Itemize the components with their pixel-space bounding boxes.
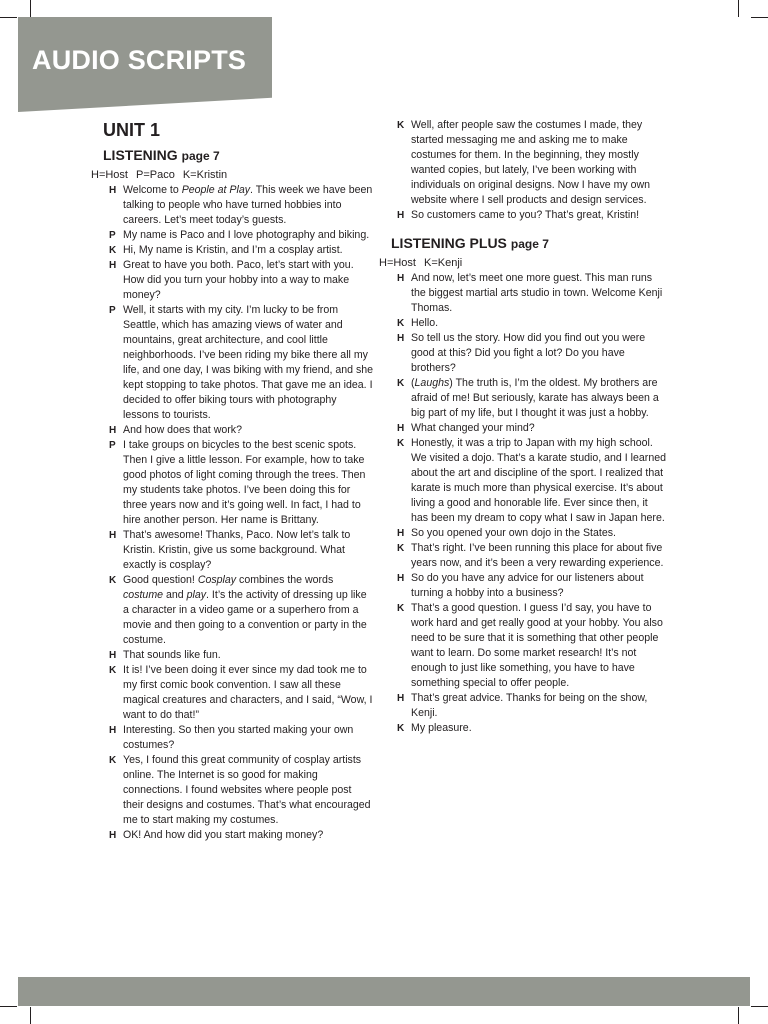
- crop-mark: [751, 17, 768, 18]
- line-text: [123, 753, 375, 828]
- text-segment: That’s a good question. I guess I’d say, you have to work hard and get really good at your hobby. You also need to be sure that it is something that other people want to learn. Do some market research! It’s not enough to just like something, you have to have something special to offer people.: [411, 602, 663, 689]
- text-segment: Great to have you both. Paco, let’s start with you. How did you turn your hobby into a way to make money?: [123, 259, 354, 301]
- section-gap: [391, 223, 666, 231]
- crop-mark: [738, 0, 739, 17]
- script-line: [103, 183, 375, 228]
- script-line: [103, 753, 375, 828]
- text-segment: So you opened your own dojo in the States.: [411, 527, 616, 539]
- speaker-label: H: [109, 530, 117, 541]
- text-segment: My name is Paco and I love photography and biking.: [123, 229, 370, 241]
- text-segment: . This week we have been talking to people who have turned hobbies into careers. Let’s meet today’s guests.: [123, 184, 373, 226]
- crop-mark: [0, 1006, 17, 1007]
- speaker-label: K: [109, 245, 117, 256]
- script-line: [391, 691, 666, 721]
- speaker-label: H: [397, 423, 405, 434]
- line-text: [123, 423, 375, 438]
- script-line: [103, 303, 375, 423]
- speaker-label: H: [397, 210, 405, 221]
- speaker-label: K: [397, 120, 405, 131]
- text-segment: Well, it starts with my city. I’m lucky to be from Seattle, which has amazing views of water and mountains, great architecture, and cool little neighborhoods. I’ve been riding my bike there all my life, and one day, I was biking with my friend, and she kept stopping to take photos. That gave me an idea. I decided to offer biking tours with photography lessons to tourists.: [123, 304, 374, 421]
- speaker-label: H: [109, 185, 117, 196]
- text-segment: What changed your mind?: [411, 422, 535, 434]
- script-line: [391, 331, 666, 376]
- line-text: [411, 691, 666, 721]
- script-line: [103, 828, 375, 843]
- line-text: [123, 528, 375, 573]
- section-heading: [391, 231, 666, 256]
- speaker-label: K: [397, 438, 405, 449]
- text-segment: (: [411, 377, 415, 389]
- text-segment: Honestly, it was a trip to Japan with my high school. We visited a dojo. That’s a karate studio, and I learned about the art and discipline of the sport. I realized that karate is much more than physical exercise. It’s about living a good and honorable life. Ever since then, it has been my dream to copy what I saw in Japan here.: [411, 437, 666, 524]
- line-text: [123, 228, 375, 243]
- speaker-label: K: [397, 543, 405, 554]
- legend-item: H=Host: [379, 257, 416, 269]
- line-text: [411, 526, 666, 541]
- script-line: [391, 571, 666, 601]
- speaker-label: H: [397, 693, 405, 704]
- line-text: [411, 208, 666, 223]
- line-text: [123, 243, 375, 258]
- speaker-label: K: [397, 318, 405, 329]
- speaker-label: K: [109, 755, 117, 766]
- speaker-label: H: [397, 528, 405, 539]
- script-line: [391, 208, 666, 223]
- text-segment: Well, after people saw the costumes I made, they started messaging me and asking me to make costumes for them. In the beginning, they mostly wanted copies, but lately, I’ve been working with individuals on original designs. Now I have my own website where I sell products and design services.: [411, 119, 651, 206]
- text-segment: That sounds like fun.: [123, 649, 221, 661]
- script-line: [391, 721, 666, 736]
- speaker-label: K: [397, 723, 405, 734]
- text-segment: So do you have any advice for our listeners about turning a hobby into a business?: [411, 572, 644, 599]
- text-segment: It is! I’ve been doing it ever since my dad took me to my first comic book convention. I saw all these magical creatures and characters, and I said, “Wow, I want to do that!”: [123, 664, 373, 721]
- speaker-legend: [379, 256, 666, 271]
- crop-mark: [738, 1007, 739, 1024]
- script-line: [391, 271, 666, 316]
- italic-text: Laughs: [414, 377, 450, 389]
- script-line: [391, 118, 666, 208]
- script-line: [391, 421, 666, 436]
- text-segment: So customers came to you? That’s great, Kristin!: [411, 209, 640, 221]
- text-segment: My pleasure.: [411, 722, 472, 734]
- crop-mark: [0, 17, 17, 18]
- script-line: [103, 438, 375, 528]
- speaker-label: H: [109, 425, 117, 436]
- text-segment: Hi, My name is Kristin, and I’m a cosplay artist.: [123, 244, 343, 256]
- script-line: [391, 526, 666, 541]
- script-line: [103, 243, 375, 258]
- text-segment: Yes, I found this great community of cosplay artists online. The Internet is so good for making connections. I found websites where people post their designs and costumes. That’s what encouraged me to start making my costumes.: [123, 754, 371, 826]
- script-line: [103, 528, 375, 573]
- script-line: [103, 258, 375, 303]
- line-text: [123, 663, 375, 723]
- text-segment: That’s great advice. Thanks for being on the show, Kenji.: [411, 692, 648, 719]
- line-text: [123, 648, 375, 663]
- line-text: [411, 571, 666, 601]
- line-text: [123, 828, 375, 843]
- section-page-ref: page 7: [510, 237, 549, 251]
- text-segment: Hello.: [411, 317, 439, 329]
- text-segment: I take groups on bicycles to the best scenic spots. Then I give a little lesson. For example, how to take good photos of light coming through the trees. Then my students take photos. I’ve been doing this for three years now and it’s going well. In fact, I had to hire another person. Her name is Brittany.: [123, 439, 366, 526]
- legend-item: P=Paco: [136, 169, 175, 181]
- speaker-label: H: [397, 333, 405, 344]
- section-heading-text: LISTENING: [103, 147, 178, 163]
- text-segment: And how does that work?: [123, 424, 242, 436]
- legend-item: K=Kenji: [424, 257, 463, 269]
- text-segment: Welcome to: [123, 184, 182, 196]
- line-text: [411, 331, 666, 376]
- script-line: [103, 648, 375, 663]
- script-line: [391, 601, 666, 691]
- text-segment: OK! And how did you start making money?: [123, 829, 324, 841]
- section-page-ref: page 7: [181, 149, 220, 163]
- line-text: [411, 376, 666, 421]
- script-line: [103, 723, 375, 753]
- line-text: [123, 258, 375, 303]
- script-line: [103, 573, 375, 648]
- speaker-label: H: [109, 260, 117, 271]
- text-segment: That’s right. I’ve been running this place for about five years now, and it’s been a very rewarding experience.: [411, 542, 664, 569]
- script-line: [103, 663, 375, 723]
- line-text: [411, 436, 666, 526]
- line-text: [411, 601, 666, 691]
- line-text: [123, 303, 375, 423]
- text-segment: Good question!: [123, 574, 198, 586]
- page-title: AUDIO SCRIPTS: [32, 45, 247, 75]
- legend-item: K=Kristin: [182, 169, 228, 181]
- speaker-label: K: [397, 378, 405, 389]
- script-line: [391, 541, 666, 571]
- speaker-label: P: [109, 440, 116, 451]
- text-segment: And now, let’s meet one more guest. This man runs the biggest martial arts studio in town. Welcome Kenji Thomas.: [411, 272, 663, 314]
- speaker-label: P: [109, 305, 116, 316]
- script-line: [103, 423, 375, 438]
- line-text: [411, 721, 666, 736]
- text-segment: Interesting. So then you started making your own costumes?: [123, 724, 354, 751]
- speaker-label: K: [109, 665, 117, 676]
- speaker-label: H: [397, 573, 405, 584]
- line-text: [411, 118, 666, 208]
- line-text: [411, 421, 666, 436]
- line-text: [411, 316, 666, 331]
- left-column: [91, 117, 375, 843]
- text-segment: So tell us the story. How did you find out you were good at this? Did you fight a lot? Do you have brothers?: [411, 332, 646, 374]
- line-text: [411, 271, 666, 316]
- speaker-label: P: [109, 230, 116, 241]
- unit-title: UNIT 1: [103, 120, 161, 140]
- speaker-label: H: [109, 650, 117, 661]
- script-line: [391, 376, 666, 421]
- speaker-label: H: [109, 830, 117, 841]
- legend-item: H=Host: [91, 169, 128, 181]
- crop-mark: [30, 0, 31, 17]
- text-segment: ) The truth is, I’m the oldest. My brothers are afraid of me! But seriously, karate has always been a big part of my life, but I thought it was just a hobby.: [411, 377, 659, 419]
- speaker-label: H: [109, 725, 117, 736]
- right-column: [379, 118, 666, 736]
- speaker-label: H: [397, 273, 405, 284]
- script-line: [391, 436, 666, 526]
- crop-mark: [751, 1006, 768, 1007]
- speaker-label: K: [109, 575, 117, 586]
- italic-text: play: [186, 589, 207, 601]
- text-segment: combines the words: [236, 574, 334, 586]
- footer-bar: [18, 977, 750, 1006]
- italic-text: People at Play: [181, 184, 251, 196]
- italic-text: costume: [123, 589, 164, 601]
- text-segment: and: [163, 589, 187, 601]
- line-text: [123, 573, 375, 648]
- crop-mark: [30, 1007, 31, 1024]
- text-segment: . It’s the activity of dressing up like a character in a video game or a superhero from a movie and then going to a convention or party in the costume.: [123, 589, 367, 646]
- speaker-legend: [91, 168, 375, 183]
- section-heading-text: LISTENING PLUS: [391, 235, 507, 251]
- italic-text: Cosplay: [197, 574, 237, 586]
- speaker-label: K: [397, 603, 405, 614]
- line-text: [123, 183, 375, 228]
- line-text: [123, 723, 375, 753]
- text-segment: That’s awesome! Thanks, Paco. Now let’s talk to Kristin. Kristin, give us some background. What exactly is cosplay?: [123, 529, 351, 571]
- script-line: [391, 316, 666, 331]
- script-line: [103, 228, 375, 243]
- line-text: [123, 438, 375, 528]
- section-heading: [103, 143, 375, 168]
- line-text: [411, 541, 666, 571]
